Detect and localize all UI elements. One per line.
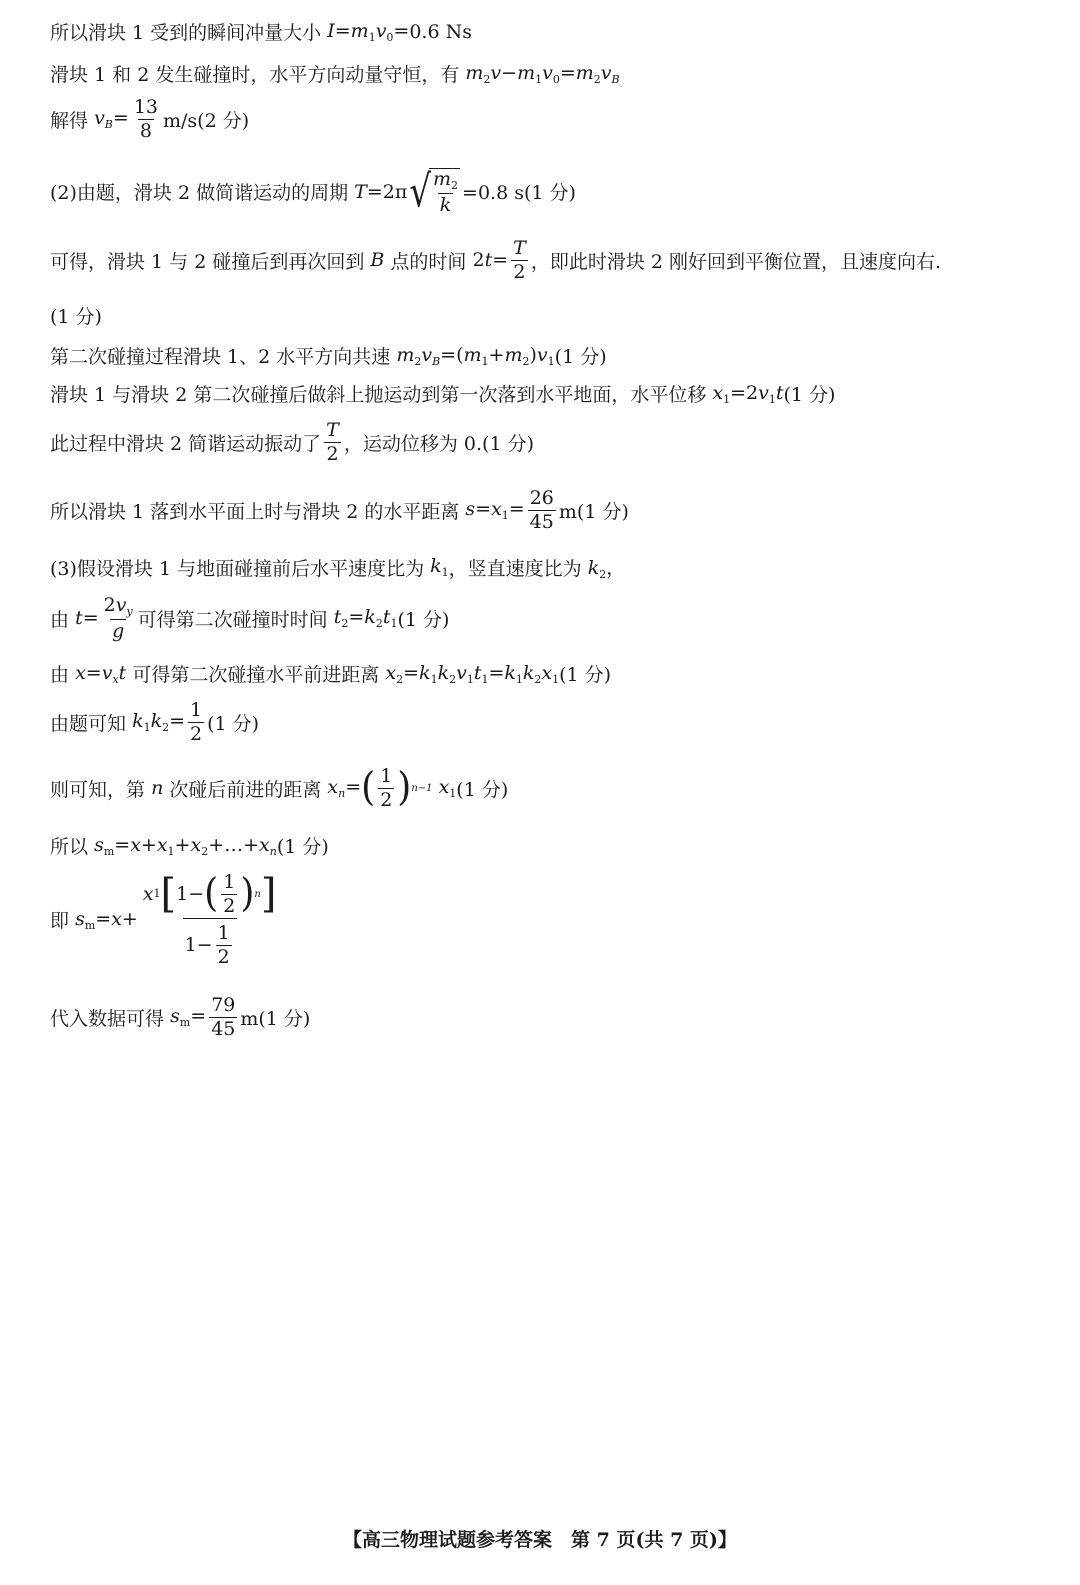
line-assumption: (3)假设滑块 1 与地面碰撞前后水平速度比为 $k_1$ ，竖直速度比为 $k_2$，	[50, 555, 626, 581]
line-sum: 所以 $s_m=x+x_1+x_2+\dots+x_n$ (1 分)	[50, 833, 329, 858]
line-projectile: 滑块 1 与滑块 2 第二次碰撞后做斜上抛运动到第一次落到水平地面，水平位移 $x_1=2v_1t$ (1 分)	[50, 381, 836, 406]
line-common-velocity: 第二次碰撞过程滑块 1、2 水平方向共速 $m_2v_B=(m_1+m_2)v_1$ (1 分)	[50, 343, 607, 368]
line-time-ratio: 由 t= $\frac{2v_y}{g}$ 可得第二次碰撞时时间 $t_2=k_2t_1$ (1 分)	[50, 594, 450, 643]
line-period: (2)由题，滑块 2 做简谐运动的周期 T=2π √ $\frac{m_2}{k}$ =0.8 s(1 分)	[50, 165, 576, 218]
line-solve-vb: 解得 $v_B=$ $\frac{13}{8}$ m/s(2 分)	[50, 96, 250, 142]
line-return-time: 可得，滑块 1 与 2 碰撞后到再次回到 B 点的时间 2t= $\frac{T}{2}$ ，即此时滑块 2 刚好回到平衡位置，且速度向右.	[50, 237, 942, 283]
line-product: 由题可知 $k_1k_2=$ $\frac{1}{2}$ (1 分)	[50, 699, 260, 745]
line-distance: 所以滑块 1 落到水平面上时与滑块 2 的水平距离 $s=x_1=$ $\frac{26}{45}$ m(1 分)	[50, 487, 629, 533]
line-momentum: 滑块 1 和 2 发生碰撞时，水平方向动量守恒，有 $m_2v-m_1v_0=m_2v_B$	[50, 61, 620, 86]
sqrt-expression: √ $\frac{m_2}{k}$	[409, 165, 459, 218]
fraction-vb: $\frac{13}{8}$	[133, 96, 158, 142]
line-oscillation: 此过程中滑块 2 简谐运动振动了 $\frac{T}{2}$ ，运动位移为 0.(1 分)	[50, 419, 534, 465]
line-series-formula: 即 $s_m=x+$ x 1 [ 1− ( $\frac{1}{2}$ ) n ] 1− $\frac{1}{2}$	[50, 871, 277, 968]
page-footer: 【高三物理试题参考答案 第 7 页(共 7 页)】	[343, 1529, 737, 1551]
line-impulse: 所以滑块 1 受到的瞬间冲量大小 $I=m_1v_0=$ 0.6 Ns	[50, 19, 472, 44]
line-horizontal-distance: 由 $x=v_xt$ 可得第二次碰撞水平前进距离 $x_2=k_1k_2v_1t_1=k_1k_2x_1$ (1 分)	[50, 661, 612, 686]
line-nth-distance: 则可知，第 n 次碰后前进的距离 $x_n=$ ( $\frac{1}{2}$ ) n−1 $x_1$ (1 分)	[50, 765, 509, 811]
line-score-1: (1 分)	[50, 306, 102, 328]
line-result: 代入数据可得 $s_m=$ $\frac{79}{45}$ m(1 分)	[50, 994, 311, 1040]
series-fraction: x 1 [ 1− ( $\frac{1}{2}$ ) n ] 1− $\frac{1}{2}$	[142, 871, 277, 968]
